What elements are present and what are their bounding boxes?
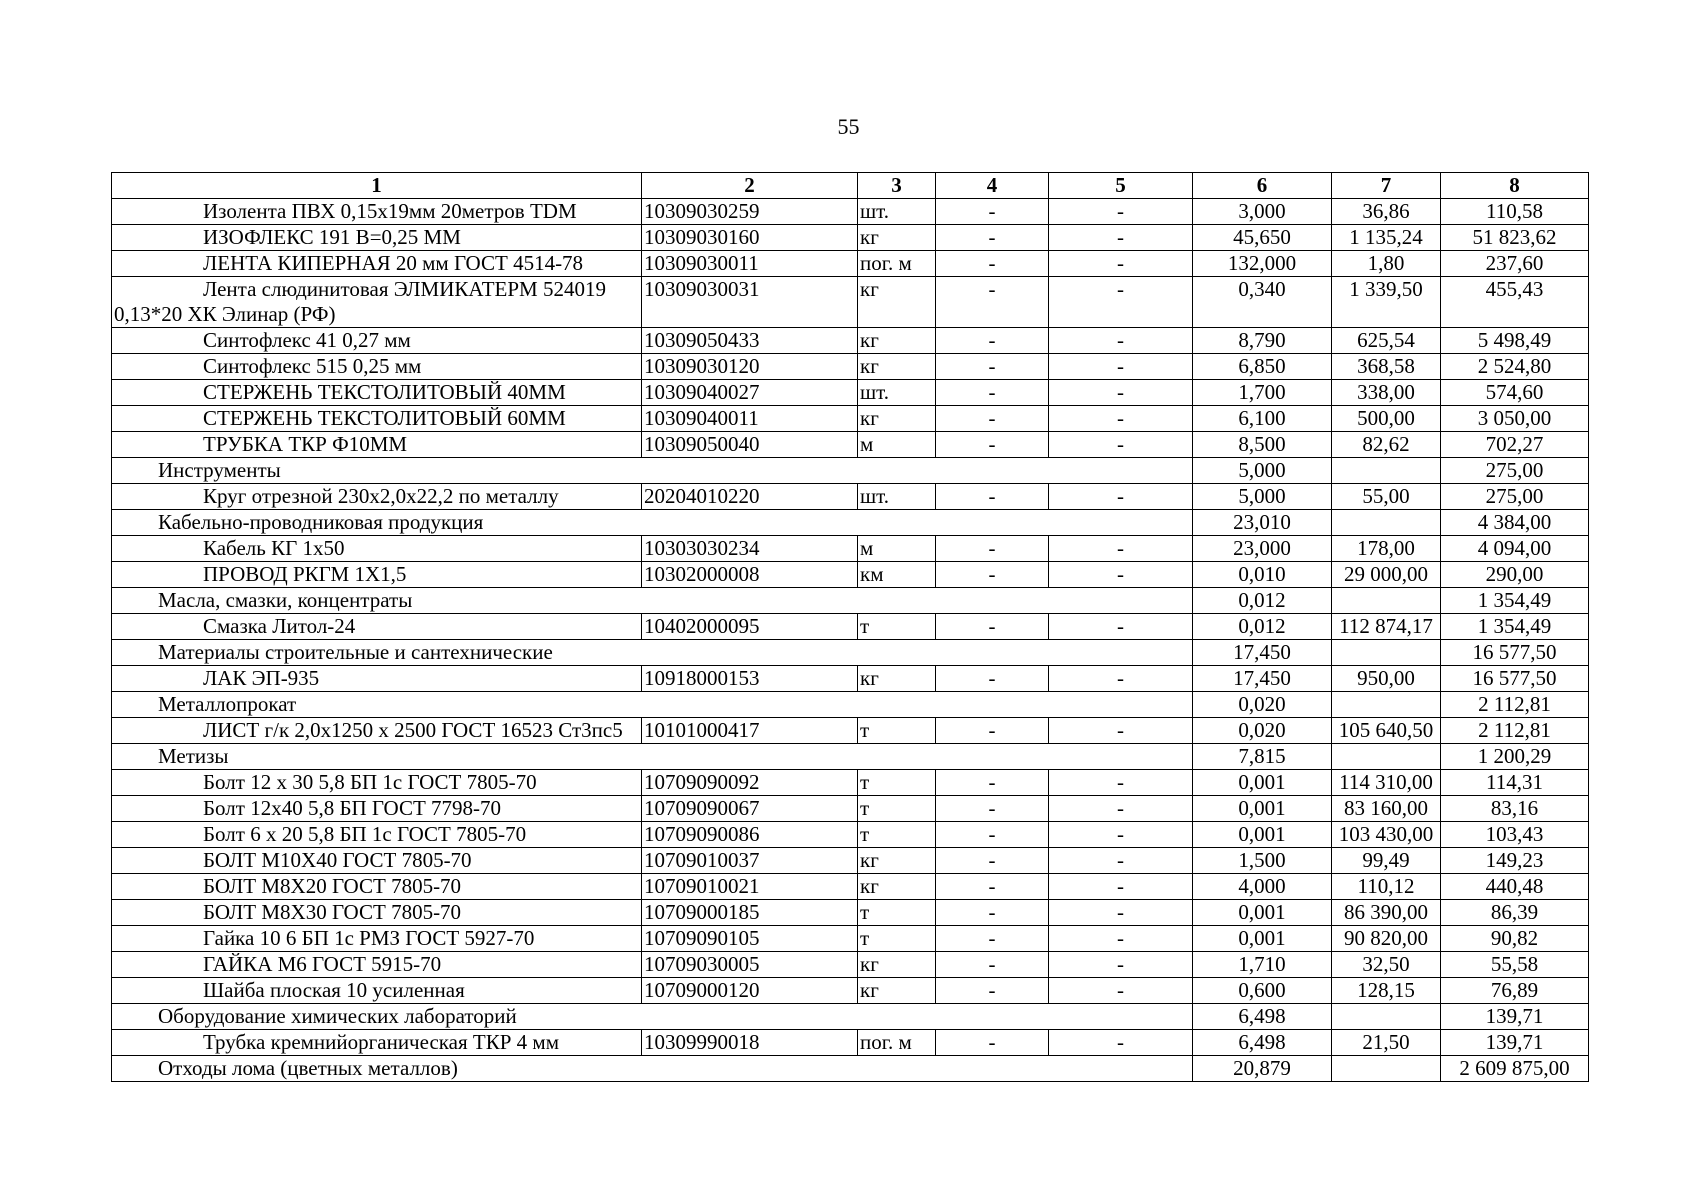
item-name: БОЛТ М10Х40 ГОСТ 7805-70 — [112, 848, 642, 874]
sum-cell: 1 200,29 — [1441, 744, 1589, 770]
sum-cell: 86,39 — [1441, 900, 1589, 926]
col4-cell: - — [936, 225, 1049, 251]
group-name: Материалы строительные и сантехнические — [112, 640, 1193, 666]
sum-cell: 90,82 — [1441, 926, 1589, 952]
quantity-cell: 0,012 — [1193, 588, 1332, 614]
group-row — [112, 458, 1589, 484]
item-code: 10709030005 — [642, 952, 858, 978]
col-header-4: 4 — [936, 173, 1049, 199]
table-row — [112, 251, 1589, 277]
quantity-cell: 5,000 — [1193, 458, 1332, 484]
quantity-cell: 5,000 — [1193, 484, 1332, 510]
item-code: 10709000120 — [642, 978, 858, 1004]
col5-cell: - — [1049, 822, 1193, 848]
table-row — [112, 484, 1589, 510]
col5-cell: - — [1049, 874, 1193, 900]
item-name: Лента слюдинитовая ЭЛМИКАТЕРМ 524019 0,13*20 ХК Элинар (РФ) — [112, 277, 642, 328]
table-row — [112, 536, 1589, 562]
col4-cell: - — [936, 1030, 1049, 1056]
item-name: ИЗОФЛЕКС 191 В=0,25 ММ — [112, 225, 642, 251]
sum-cell: 5 498,49 — [1441, 328, 1589, 354]
item-name: ЛЕНТА КИПЕРНАЯ 20 мм ГОСТ 4514-78 — [112, 251, 642, 277]
item-code: 10309040027 — [642, 380, 858, 406]
item-code: 10709090105 — [642, 926, 858, 952]
col4-cell: - — [936, 718, 1049, 744]
col5-cell: - — [1049, 562, 1193, 588]
price-cell: 625,54 — [1332, 328, 1441, 354]
sum-cell: 83,16 — [1441, 796, 1589, 822]
item-code: 10709010021 — [642, 874, 858, 900]
price-cell: 90 820,00 — [1332, 926, 1441, 952]
price-cell — [1332, 458, 1441, 484]
table-row — [112, 614, 1589, 640]
item-name: Синтофлекс 41 0,27 мм — [112, 328, 642, 354]
sum-cell: 139,71 — [1441, 1030, 1589, 1056]
item-code: 10709090086 — [642, 822, 858, 848]
col5-cell: - — [1049, 432, 1193, 458]
header-row — [112, 173, 1589, 199]
item-name: Болт 12х40 5,8 БП ГОСТ 7798-70 — [112, 796, 642, 822]
item-code: 10302000008 — [642, 562, 858, 588]
item-code: 10709090067 — [642, 796, 858, 822]
group-name: Кабельно-проводниковая продукция — [112, 510, 1193, 536]
col5-cell: - — [1049, 536, 1193, 562]
group-name: Метизы — [112, 744, 1193, 770]
price-cell — [1332, 510, 1441, 536]
item-name: Болт 12 х 30 5,8 БП 1с ГОСТ 7805-70 — [112, 770, 642, 796]
item-name: Шайба плоская 10 усиленная — [112, 978, 642, 1004]
col4-cell: - — [936, 277, 1049, 328]
price-cell: 103 430,00 — [1332, 822, 1441, 848]
unit-cell: т — [858, 614, 936, 640]
price-cell: 29 000,00 — [1332, 562, 1441, 588]
price-cell: 1,80 — [1332, 251, 1441, 277]
item-name: ПРОВОД РКГМ 1Х1,5 — [112, 562, 642, 588]
sum-cell: 275,00 — [1441, 484, 1589, 510]
price-cell: 178,00 — [1332, 536, 1441, 562]
quantity-cell: 0,001 — [1193, 900, 1332, 926]
unit-cell: т — [858, 718, 936, 744]
table-row — [112, 900, 1589, 926]
item-code: 10309990018 — [642, 1030, 858, 1056]
table-row — [112, 770, 1589, 796]
col4-cell: - — [936, 536, 1049, 562]
group-name: Отходы лома (цветных металлов) — [112, 1056, 1193, 1082]
item-code: 10309030120 — [642, 354, 858, 380]
table-row — [112, 796, 1589, 822]
sum-cell: 4 094,00 — [1441, 536, 1589, 562]
col4-cell: - — [936, 406, 1049, 432]
table-row — [112, 432, 1589, 458]
col5-cell: - — [1049, 978, 1193, 1004]
group-row — [112, 692, 1589, 718]
col5-cell: - — [1049, 666, 1193, 692]
item-name: Круг отрезной 230х2,0х22,2 по металлу — [112, 484, 642, 510]
sum-cell: 4 384,00 — [1441, 510, 1589, 536]
table-row — [112, 328, 1589, 354]
sum-cell: 2 609 875,00 — [1441, 1056, 1589, 1082]
quantity-cell: 0,020 — [1193, 718, 1332, 744]
col5-cell: - — [1049, 614, 1193, 640]
price-cell: 105 640,50 — [1332, 718, 1441, 744]
table-row — [112, 354, 1589, 380]
price-cell — [1332, 588, 1441, 614]
table-row — [112, 926, 1589, 952]
unit-cell: т — [858, 796, 936, 822]
item-name: Изолента ПВХ 0,15х19мм 20метров TDM — [112, 199, 642, 225]
table-row — [112, 848, 1589, 874]
sum-cell: 2 524,80 — [1441, 354, 1589, 380]
item-name: Синтофлекс 515 0,25 мм — [112, 354, 642, 380]
sum-cell: 2 112,81 — [1441, 692, 1589, 718]
item-name: БОЛТ М8Х30 ГОСТ 7805-70 — [112, 900, 642, 926]
col5-cell: - — [1049, 354, 1193, 380]
price-cell: 32,50 — [1332, 952, 1441, 978]
col4-cell: - — [936, 978, 1049, 1004]
sum-cell: 51 823,62 — [1441, 225, 1589, 251]
quantity-cell: 6,498 — [1193, 1004, 1332, 1030]
item-name: СТЕРЖЕНЬ ТЕКСТОЛИТОВЫЙ 40ММ — [112, 380, 642, 406]
col4-cell: - — [936, 614, 1049, 640]
quantity-cell: 132,000 — [1193, 251, 1332, 277]
unit-cell: шт. — [858, 380, 936, 406]
sum-cell: 139,71 — [1441, 1004, 1589, 1030]
sum-cell: 455,43 — [1441, 277, 1589, 328]
table-row — [112, 874, 1589, 900]
unit-cell: кг — [858, 277, 936, 328]
col4-cell: - — [936, 900, 1049, 926]
unit-cell: кг — [858, 874, 936, 900]
col-header-8: 8 — [1441, 173, 1589, 199]
unit-cell: пог. м — [858, 251, 936, 277]
quantity-cell: 17,450 — [1193, 666, 1332, 692]
unit-cell: кг — [858, 952, 936, 978]
col4-cell: - — [936, 926, 1049, 952]
unit-cell: кг — [858, 354, 936, 380]
col4-cell: - — [936, 562, 1049, 588]
table-row — [112, 380, 1589, 406]
unit-cell: шт. — [858, 199, 936, 225]
item-name: Кабель КГ 1х50 — [112, 536, 642, 562]
price-cell — [1332, 692, 1441, 718]
item-code: 10101000417 — [642, 718, 858, 744]
col5-cell: - — [1049, 718, 1193, 744]
group-name: Металлопрокат — [112, 692, 1193, 718]
price-cell: 950,00 — [1332, 666, 1441, 692]
col4-cell: - — [936, 251, 1049, 277]
price-cell: 83 160,00 — [1332, 796, 1441, 822]
table-row — [112, 952, 1589, 978]
price-cell: 112 874,17 — [1332, 614, 1441, 640]
sum-cell: 290,00 — [1441, 562, 1589, 588]
item-name: ГАЙКА М6 ГОСТ 5915-70 — [112, 952, 642, 978]
price-cell: 21,50 — [1332, 1030, 1441, 1056]
item-code: 10918000153 — [642, 666, 858, 692]
unit-cell: кг — [858, 666, 936, 692]
price-cell: 500,00 — [1332, 406, 1441, 432]
item-code: 10709010037 — [642, 848, 858, 874]
sum-cell: 76,89 — [1441, 978, 1589, 1004]
sum-cell: 16 577,50 — [1441, 640, 1589, 666]
item-name: БОЛТ М8Х20 ГОСТ 7805-70 — [112, 874, 642, 900]
col4-cell: - — [936, 666, 1049, 692]
item-code: 20204010220 — [642, 484, 858, 510]
col4-cell: - — [936, 770, 1049, 796]
col5-cell: - — [1049, 328, 1193, 354]
item-code: 10309030259 — [642, 199, 858, 225]
price-cell: 368,58 — [1332, 354, 1441, 380]
item-code: 10709000185 — [642, 900, 858, 926]
quantity-cell: 20,879 — [1193, 1056, 1332, 1082]
col4-cell: - — [936, 328, 1049, 354]
item-name: СТЕРЖЕНЬ ТЕКСТОЛИТОВЫЙ 60ММ — [112, 406, 642, 432]
col4-cell: - — [936, 796, 1049, 822]
group-row — [112, 640, 1589, 666]
unit-cell: пог. м — [858, 1030, 936, 1056]
quantity-cell: 0,340 — [1193, 277, 1332, 328]
table-row — [112, 277, 1589, 328]
group-name: Оборудование химических лабораторий — [112, 1004, 1193, 1030]
item-code: 10309050433 — [642, 328, 858, 354]
quantity-cell: 6,100 — [1193, 406, 1332, 432]
sum-cell: 574,60 — [1441, 380, 1589, 406]
group-row — [112, 1056, 1589, 1082]
quantity-cell: 1,700 — [1193, 380, 1332, 406]
price-cell — [1332, 744, 1441, 770]
col5-cell: - — [1049, 1030, 1193, 1056]
quantity-cell: 45,650 — [1193, 225, 1332, 251]
item-code: 10303030234 — [642, 536, 858, 562]
quantity-cell: 23,000 — [1193, 536, 1332, 562]
quantity-cell: 1,710 — [1193, 952, 1332, 978]
unit-cell: т — [858, 900, 936, 926]
quantity-cell: 8,790 — [1193, 328, 1332, 354]
price-cell — [1332, 1004, 1441, 1030]
col-header-5: 5 — [1049, 173, 1193, 199]
unit-cell: м — [858, 432, 936, 458]
item-code: 10309030031 — [642, 277, 858, 328]
table-row — [112, 199, 1589, 225]
col4-cell: - — [936, 484, 1049, 510]
item-name: Болт 6 х 20 5,8 БП 1с ГОСТ 7805-70 — [112, 822, 642, 848]
item-name: Гайка 10 6 БП 1с РМЗ ГОСТ 5927-70 — [112, 926, 642, 952]
unit-cell: кг — [858, 978, 936, 1004]
unit-cell: кг — [858, 225, 936, 251]
quantity-cell: 0,600 — [1193, 978, 1332, 1004]
quantity-cell: 3,000 — [1193, 199, 1332, 225]
table-row — [112, 225, 1589, 251]
group-name: Масла, смазки, концентраты — [112, 588, 1193, 614]
price-cell: 128,15 — [1332, 978, 1441, 1004]
quantity-cell: 4,000 — [1193, 874, 1332, 900]
sum-cell: 440,48 — [1441, 874, 1589, 900]
unit-cell: м — [858, 536, 936, 562]
item-name: Трубка кремнийорганическая ТКР 4 мм — [112, 1030, 642, 1056]
sum-cell: 110,58 — [1441, 199, 1589, 225]
group-row — [112, 744, 1589, 770]
table-row — [112, 978, 1589, 1004]
item-code: 10309050040 — [642, 432, 858, 458]
price-cell: 114 310,00 — [1332, 770, 1441, 796]
item-code: 10309030160 — [642, 225, 858, 251]
price-cell: 1 339,50 — [1332, 277, 1441, 328]
col5-cell: - — [1049, 926, 1193, 952]
unit-cell: кг — [858, 328, 936, 354]
col-header-6: 6 — [1193, 173, 1332, 199]
col5-cell: - — [1049, 406, 1193, 432]
col5-cell: - — [1049, 900, 1193, 926]
col5-cell: - — [1049, 848, 1193, 874]
unit-cell: т — [858, 770, 936, 796]
quantity-cell: 8,500 — [1193, 432, 1332, 458]
table-row — [112, 822, 1589, 848]
price-cell: 36,86 — [1332, 199, 1441, 225]
group-row — [112, 510, 1589, 536]
sum-cell: 702,27 — [1441, 432, 1589, 458]
col4-cell: - — [936, 952, 1049, 978]
col5-cell: - — [1049, 796, 1193, 822]
col-header-1: 1 — [112, 173, 642, 199]
sum-cell: 237,60 — [1441, 251, 1589, 277]
quantity-cell: 17,450 — [1193, 640, 1332, 666]
item-name: Смазка Литол-24 — [112, 614, 642, 640]
item-code: 10309030011 — [642, 251, 858, 277]
price-cell: 82,62 — [1332, 432, 1441, 458]
col5-cell: - — [1049, 199, 1193, 225]
materials-table — [111, 172, 1589, 1082]
quantity-cell: 23,010 — [1193, 510, 1332, 536]
sum-cell: 114,31 — [1441, 770, 1589, 796]
col4-cell: - — [936, 380, 1049, 406]
sum-cell: 3 050,00 — [1441, 406, 1589, 432]
quantity-cell: 6,850 — [1193, 354, 1332, 380]
unit-cell: т — [858, 822, 936, 848]
quantity-cell: 6,498 — [1193, 1030, 1332, 1056]
price-cell: 110,12 — [1332, 874, 1441, 900]
item-code: 10402000095 — [642, 614, 858, 640]
col5-cell: - — [1049, 952, 1193, 978]
table-row — [112, 1030, 1589, 1056]
page-number: 55 — [837, 114, 860, 139]
item-name: ТРУБКА ТКР Ф10ММ — [112, 432, 642, 458]
quantity-cell: 0,001 — [1193, 822, 1332, 848]
col4-cell: - — [936, 199, 1049, 225]
unit-cell: кг — [858, 848, 936, 874]
sum-cell: 275,00 — [1441, 458, 1589, 484]
col4-cell: - — [936, 874, 1049, 900]
sum-cell: 2 112,81 — [1441, 718, 1589, 744]
sum-cell: 103,43 — [1441, 822, 1589, 848]
item-name: ЛИСТ г/к 2,0х1250 х 2500 ГОСТ 16523 Ст3пс5 — [112, 718, 642, 744]
unit-cell: кг — [858, 406, 936, 432]
col-header-3: 3 — [858, 173, 936, 199]
col5-cell: - — [1049, 380, 1193, 406]
quantity-cell: 0,020 — [1193, 692, 1332, 718]
item-name: ЛАК ЭП-935 — [112, 666, 642, 692]
col4-cell: - — [936, 432, 1049, 458]
col-header-2: 2 — [642, 173, 858, 199]
price-cell: 1 135,24 — [1332, 225, 1441, 251]
quantity-cell: 1,500 — [1193, 848, 1332, 874]
quantity-cell: 0,010 — [1193, 562, 1332, 588]
quantity-cell: 0,001 — [1193, 770, 1332, 796]
quantity-cell: 0,012 — [1193, 614, 1332, 640]
price-cell: 55,00 — [1332, 484, 1441, 510]
price-cell: 338,00 — [1332, 380, 1441, 406]
col4-cell: - — [936, 822, 1049, 848]
price-cell: 99,49 — [1332, 848, 1441, 874]
col4-cell: - — [936, 354, 1049, 380]
group-row — [112, 588, 1589, 614]
col4-cell: - — [936, 848, 1049, 874]
sum-cell: 1 354,49 — [1441, 588, 1589, 614]
unit-cell: шт. — [858, 484, 936, 510]
group-row — [112, 1004, 1589, 1030]
price-cell — [1332, 640, 1441, 666]
col5-cell: - — [1049, 770, 1193, 796]
item-code: 10709090092 — [642, 770, 858, 796]
item-code: 10309040011 — [642, 406, 858, 432]
group-name: Инструменты — [112, 458, 1193, 484]
col5-cell: - — [1049, 484, 1193, 510]
quantity-cell: 7,815 — [1193, 744, 1332, 770]
price-cell: 86 390,00 — [1332, 900, 1441, 926]
unit-cell: км — [858, 562, 936, 588]
col5-cell: - — [1049, 277, 1193, 328]
quantity-cell: 0,001 — [1193, 926, 1332, 952]
quantity-cell: 0,001 — [1193, 796, 1332, 822]
sum-cell: 16 577,50 — [1441, 666, 1589, 692]
sum-cell: 1 354,49 — [1441, 614, 1589, 640]
col5-cell: - — [1049, 251, 1193, 277]
table-row — [112, 406, 1589, 432]
unit-cell: т — [858, 926, 936, 952]
sum-cell: 149,23 — [1441, 848, 1589, 874]
table-row — [112, 562, 1589, 588]
table-row — [112, 718, 1589, 744]
table-body — [112, 199, 1589, 1082]
col5-cell: - — [1049, 225, 1193, 251]
sum-cell: 55,58 — [1441, 952, 1589, 978]
table-row — [112, 666, 1589, 692]
price-cell — [1332, 1056, 1441, 1082]
col-header-7: 7 — [1332, 173, 1441, 199]
